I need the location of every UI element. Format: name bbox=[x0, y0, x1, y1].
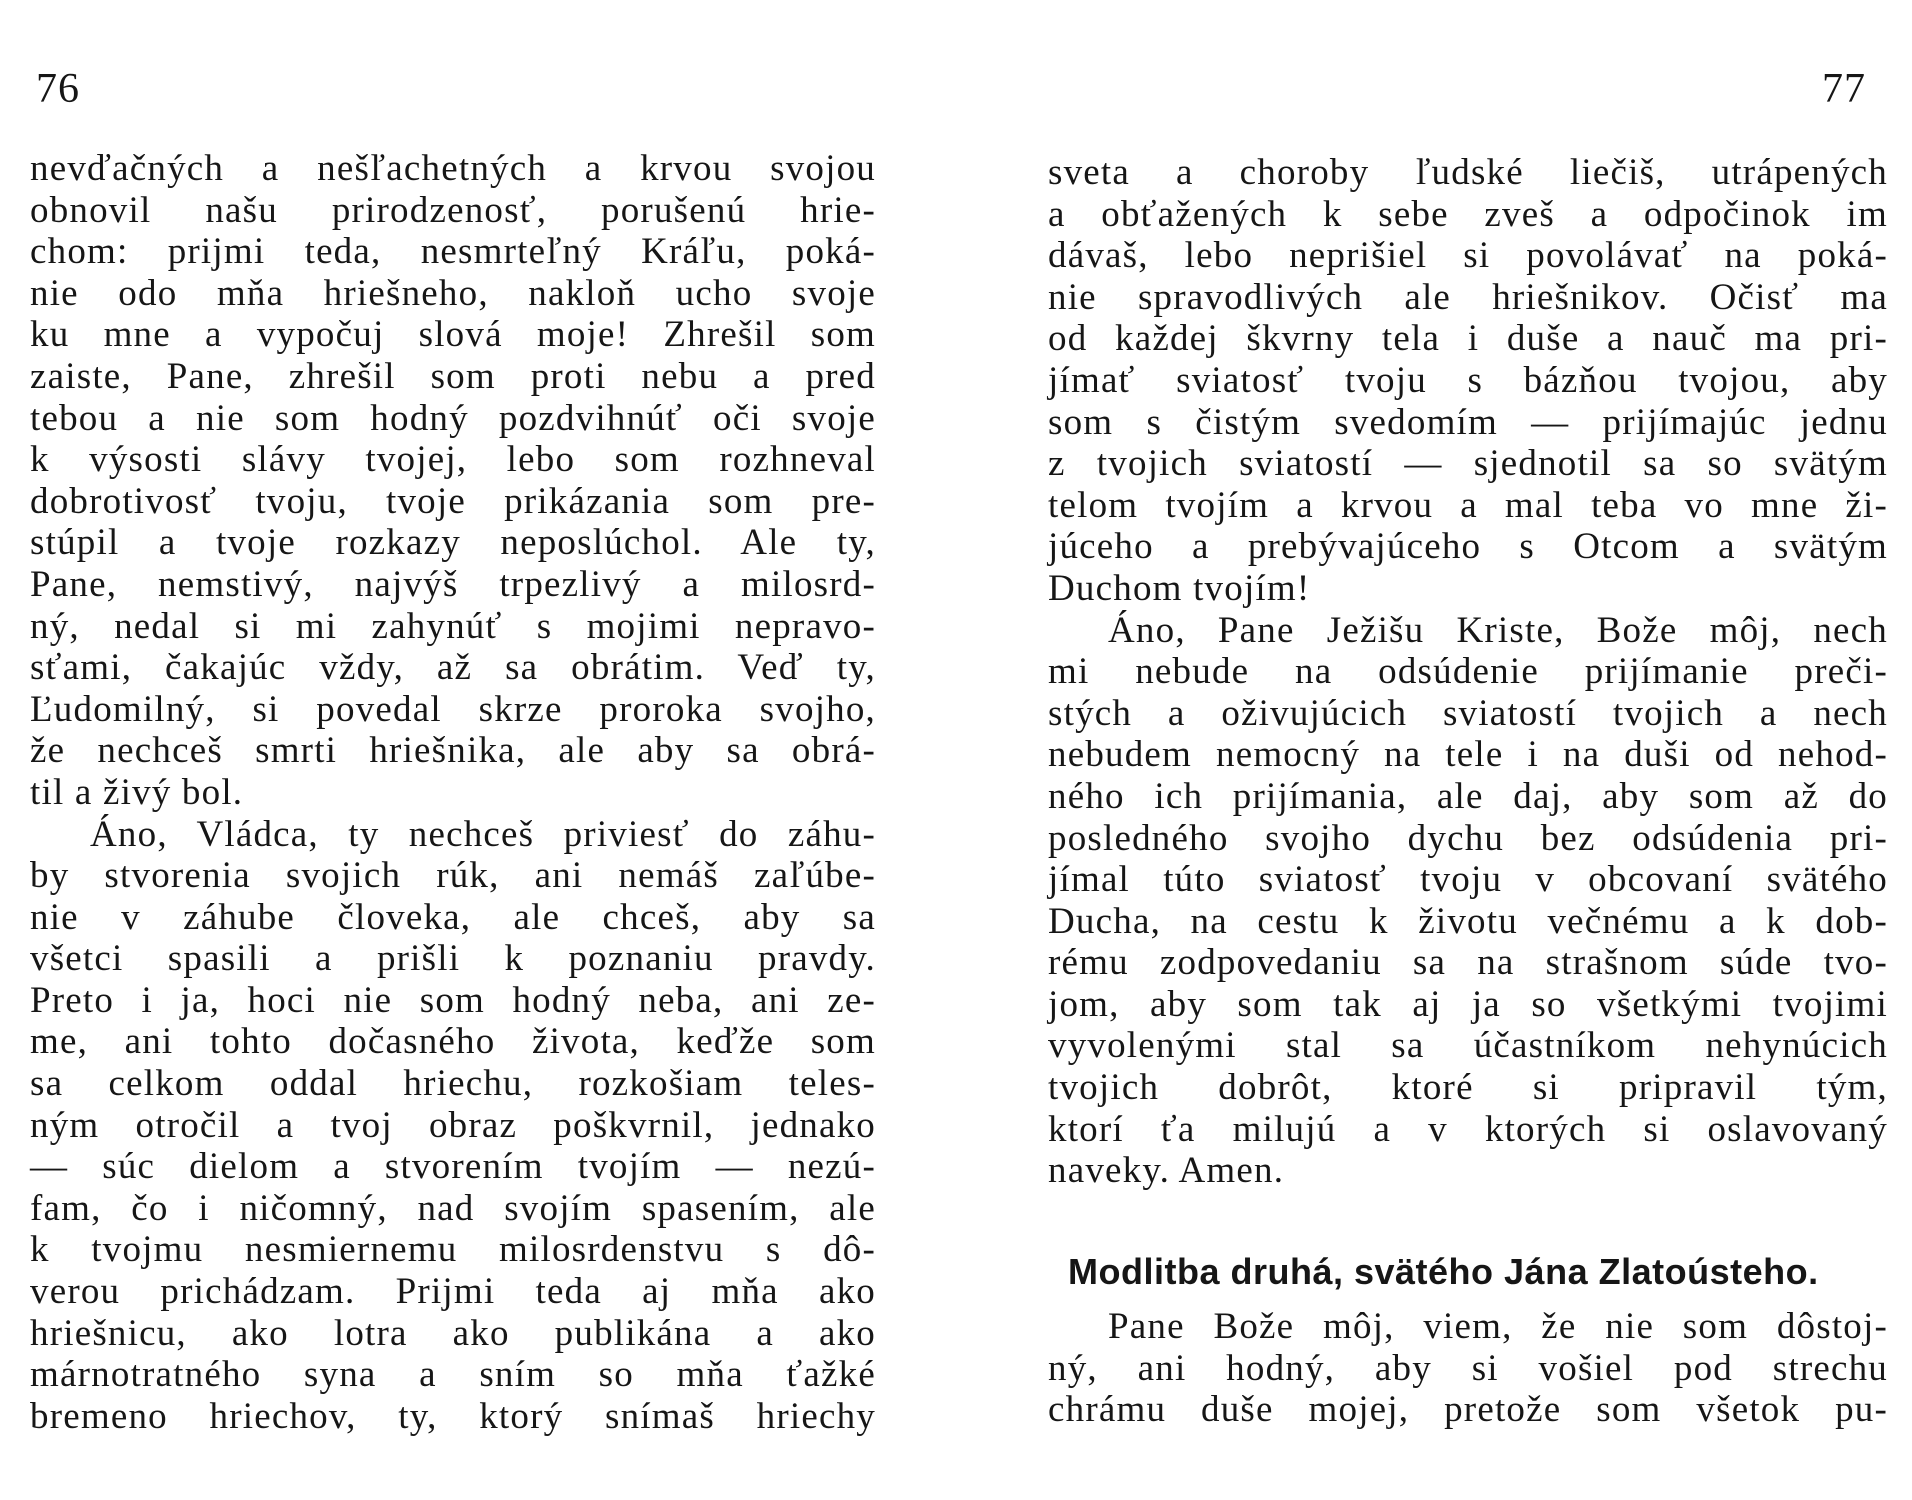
text-line: ktorí ťa milujú a v ktorých si oslavovaný bbox=[1048, 1108, 1888, 1150]
text-line: stúpil a tvoje rozkazy neposlúchol. Ale ty, bbox=[30, 522, 876, 564]
text-line: Duchom tvojím! bbox=[1048, 567, 1311, 609]
text-line: Pane, nemstivý, najvýš trpezlivý a milosrd- bbox=[30, 563, 876, 605]
text-line: ným otročil a tvoj obraz poškvrnil, jednako bbox=[30, 1104, 876, 1146]
text-line: naveky. Amen. bbox=[1048, 1150, 1285, 1192]
paragraph-first-line: Áno, Vládca, ty nechceš priviesť do záhu- bbox=[90, 813, 876, 855]
text-line: nie odo mňa hriešneho, nakloň ucho svoje bbox=[30, 272, 876, 314]
text-line: Ľudomilný, si povedal skrze proroka svojho, bbox=[30, 688, 876, 730]
text-line: verou prichádzam. Prijmi teda aj mňa ako bbox=[30, 1271, 876, 1313]
text-line: som s čistým svedomím — prijímajúc jednu bbox=[1048, 401, 1888, 443]
text-line: posledného svojho dychu bez odsúdenia pri- bbox=[1048, 817, 1888, 859]
text-line: nie v záhube človeka, ale chceš, aby sa bbox=[30, 896, 876, 938]
text-line: by stvorenia svojich rúk, ani nemáš zaľúbe- bbox=[30, 855, 876, 897]
text-line: sveta a choroby ľudské liečiš, utrápených bbox=[1048, 152, 1888, 193]
text-line: k tvojmu nesmiernemu milosrdenstvu s dô- bbox=[30, 1229, 876, 1271]
text-line: nie spravodlivých ale hriešnikov. Očisť ma bbox=[1048, 276, 1888, 318]
text-line: tebou a nie som hodný pozdvihnúť oči svoje bbox=[30, 397, 876, 439]
text-line: sa celkom oddal hriechu, rozkošiam teles- bbox=[30, 1063, 876, 1105]
text-line: dobrotivosť tvoju, tvoje prikázania som pre- bbox=[30, 480, 876, 522]
text-line: stých a oživujúcich sviatostí tvojich a nech bbox=[1048, 692, 1888, 734]
text-line: júceho a prebývajúceho s Otcom a svätým bbox=[1048, 526, 1888, 568]
text-line: ný, ani hodný, aby si vošiel pod strechu bbox=[1048, 1347, 1888, 1389]
text-line: hriešnicu, ako lotra ako publikána a ako bbox=[30, 1312, 876, 1354]
text-line: k výsosti slávy tvojej, lebo som rozhneval bbox=[30, 439, 876, 481]
text-line: a obťažených k sebe zveš a odpočinok im bbox=[1048, 193, 1888, 235]
text-line: chrámu duše mojej, pretože som všetok pu- bbox=[1048, 1389, 1888, 1431]
page-number-right: 77 bbox=[1822, 66, 1866, 112]
text-line: zaiste, Pane, zhrešil som proti nebu a pred bbox=[30, 355, 876, 397]
text-line: všetci spasili a prišli k poznaniu pravdy. bbox=[30, 938, 876, 980]
text-line: telom tvojím a krvou a mal teba vo mne ži- bbox=[1048, 484, 1888, 526]
text-line: obnovil našu prirodzenosť, porušenú hrie- bbox=[30, 189, 876, 231]
text-line: jímať sviatosť tvoju s bázňou tvojou, aby bbox=[1048, 359, 1888, 401]
paragraph-first-line: Pane Bože môj, viem, že nie som dôstoj- bbox=[1108, 1306, 1888, 1347]
text-line: z tvojich sviatostí — sjednotil sa so svätým bbox=[1048, 443, 1888, 485]
text-line: nevďačných a nešľachetných a krvou svojou bbox=[30, 148, 876, 189]
text-line: chom: prijmi teda, nesmrteľný Kráľu, poká- bbox=[30, 231, 876, 273]
text-line: ného ich prijímania, ale daj, aby som až do bbox=[1048, 775, 1888, 817]
text-line: sťami, čakajúc vždy, až sa obrátim. Veď ty, bbox=[30, 647, 876, 689]
text-line: vyvolenými stal sa účastníkom nehynúcich bbox=[1048, 1025, 1888, 1067]
text-line: mi nebude na odsúdenie prijímanie preči- bbox=[1048, 651, 1888, 693]
text-line: ný, nedal si mi zahynúť s mojimi nepravo- bbox=[30, 605, 876, 647]
page-number-left: 76 bbox=[36, 66, 80, 112]
prayer-heading: Modlitba druhá, svätého Jána Zlatoústeho. bbox=[1068, 1251, 1819, 1292]
text-line: tvojich dobrôt, ktoré si pripravil tým, bbox=[1048, 1067, 1888, 1109]
text-line: Preto i ja, hoci nie som hodný neba, ani ze- bbox=[30, 979, 876, 1021]
text-line: dávaš, lebo neprišiel si povolávať na poká- bbox=[1048, 235, 1888, 277]
text-line: jímal túto sviatosť tvoju v obcovaní svätého bbox=[1048, 859, 1888, 901]
text-line: — súc dielom a stvorením tvojím — nezú- bbox=[30, 1146, 876, 1188]
text-line: nebudem nemocný na tele i na duši od nehod- bbox=[1048, 734, 1888, 776]
text-line: rému zodpovedaniu sa na strašnom súde tvo- bbox=[1048, 942, 1888, 984]
text-line: že nechceš smrti hriešnika, ale aby sa obrá- bbox=[30, 730, 876, 772]
paragraph-first-line: Áno, Pane Ježišu Kriste, Bože môj, nech bbox=[1108, 609, 1888, 651]
text-line: jom, aby som tak aj ja so všetkými tvojimi bbox=[1048, 983, 1888, 1025]
text-line: fam, čo i ničomný, nad svojím spasením, ale bbox=[30, 1187, 876, 1229]
right-page-text-continued bbox=[1048, 1306, 1888, 1431]
text-line: od každej škvrny tela i duše a nauč ma pri- bbox=[1048, 318, 1888, 360]
text-line: márnotratného syna a sním so mňa ťažké bbox=[30, 1354, 876, 1396]
text-line: bremeno hriechov, ty, ktorý snímaš hriechy bbox=[30, 1395, 876, 1437]
text-line: ku mne a vypočuj slová moje! Zhrešil som bbox=[30, 314, 876, 356]
text-line: Ducha, na cestu k životu večnému a k dob- bbox=[1048, 900, 1888, 942]
right-page-text bbox=[1048, 152, 1888, 1192]
text-line: me, ani tohto dočasného života, keďže som bbox=[30, 1021, 876, 1063]
left-page-text bbox=[30, 148, 876, 1437]
text-line: til a živý bol. bbox=[30, 771, 244, 813]
